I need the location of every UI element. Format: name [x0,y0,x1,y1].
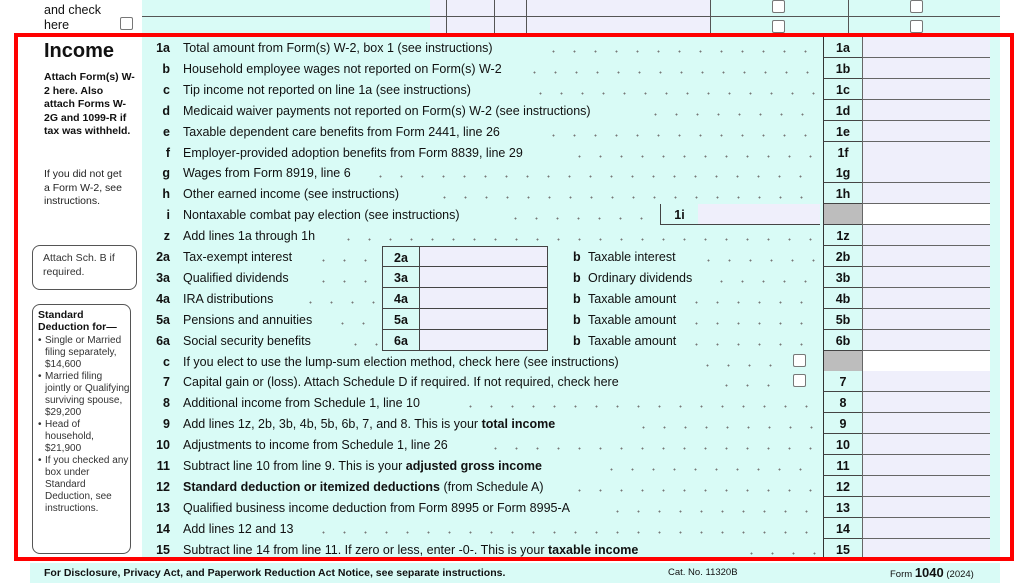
line-description-bold: Standard deduction or itemized deductions [183,479,440,494]
line-b-row [142,58,990,79]
std-deduction-item: • If you checked any box under Standard Deduction, see instructions. [38,455,130,515]
previous-section-fields [430,0,710,36]
line-10-row [142,434,990,455]
line-description: Subtract line 14 from line 11. If zero or less, enter -0-. This is your taxable income [183,542,639,557]
line-10-box-label: 10 [823,434,862,455]
dot-leader [543,134,818,137]
line-3b-box-label: 3b [823,267,862,288]
line-1i-label: 1i [660,204,698,225]
dot-leader [543,50,818,53]
dot-leader [370,175,818,178]
line-g-row [142,162,990,183]
line-1g-box-label: 1g [823,162,862,183]
dot-leader [530,92,818,95]
line-c-checkbox[interactable] [793,354,806,367]
line-3a-row [142,267,990,288]
dot-leader [697,364,787,367]
dot-leader [313,280,378,283]
std-deduction-item: • Married filing jointly or Qualifying surviving spouse, $29,200 [38,371,130,419]
line-4b-box-label: 4b [823,288,862,309]
line-description: Pensions and annuities [183,312,313,327]
line-2a-label: 2a [382,246,420,267]
line-1h-amount-input[interactable] [862,183,990,204]
line-13-box-label: 13 [823,497,862,518]
line-15-amount-input[interactable] [862,539,990,560]
line-11-amount-input[interactable] [862,455,990,476]
line-2b-amount-input[interactable] [862,246,990,267]
line-h-row [142,183,990,204]
previous-checkbox[interactable] [772,0,785,13]
line-1f-amount-input[interactable] [862,142,990,163]
line-15-row [142,539,990,560]
line-e-row [142,121,990,142]
shaded-cell [823,351,862,372]
dot-leader [686,301,818,304]
standard-deduction-box [32,304,131,554]
catalog-number: Cat. No. 11320B [668,567,738,578]
line-9-box-label: 9 [823,413,862,434]
line-12-row [142,476,990,497]
line-description: Add lines 1a through 1h [183,229,316,244]
blank-amount-cell [862,351,990,372]
dot-leader [313,259,378,262]
shaded-cell [823,204,862,225]
check-here-checkbox[interactable] [120,17,133,30]
line-description-bold: taxable income [547,542,639,557]
line-6b-box-label: 6b [823,330,862,351]
line-4a-row [142,288,990,309]
line-6a-amount-input[interactable] [420,330,548,351]
line-1d-box-label: 1d [823,100,862,121]
line-6a-row [142,330,990,351]
line-1z-box-label: 1z [823,225,862,246]
line-5a-amount-input[interactable] [420,309,548,330]
line-1e-box-label: 1e [823,121,862,142]
line-number: g [162,166,170,181]
line-8-box-label: 8 [823,392,862,413]
line-description: Capital gain or (loss). Attach Schedule D if required. If not required, check here [183,375,619,390]
line-i-row [142,204,990,225]
dot-leader [524,71,818,74]
line-1a-box-label: 1a [823,37,862,58]
line-description: Qualified business income deduction from Form 8995 or Form 8995-A [183,500,570,515]
line-number: z [163,229,170,244]
dot-leader [460,405,818,408]
dot-leader [711,280,818,283]
blank-amount-cell [862,204,990,225]
line-1i-amount-input[interactable] [698,204,820,225]
line-description: Add lines 1z, 2b, 3b, 4b, 5b, 6b, 7, and 8. This is your total income [183,417,556,432]
sub-line-letter: b [573,291,581,306]
line-5b-amount-input[interactable] [862,309,990,330]
line-description: Nontaxable combat pay election (see instructions) [183,208,460,223]
line-5a-row [142,309,990,330]
line-description: Subtract line 10 from line 9. This is your adjusted gross income [183,459,542,473]
line-number: 14 [156,521,170,536]
line-description: If you elect to use the lump-sum election method, check here (see instructions) [183,354,619,369]
line-description: Add lines 12 and 13 [183,521,294,536]
line-description: Qualified dividends [183,270,289,285]
line-number: 10 [156,438,170,453]
line-11-row [142,455,990,476]
line-14-amount-input[interactable] [862,518,990,539]
sub-line-description: Taxable interest [588,250,676,264]
no-w2-note: If you did not get a Form W-2, see instructions. [44,168,122,207]
sub-line-letter: b [573,312,581,327]
line-7-checkbox[interactable] [793,374,806,387]
previous-checkbox[interactable] [772,20,785,33]
line-5b-box-label: 5b [823,309,862,330]
line-description: Other earned income (see instructions) [183,187,400,202]
dot-leader [633,426,818,429]
line-15-box-label: 15 [823,539,862,560]
std-deduction-item: • Head of household, $21,900 [38,419,130,455]
std-deduction-item: • Single or Married filing separately, $14,600 [38,335,130,371]
dot-leader [607,510,818,513]
line-number: 3a [156,270,170,285]
dot-leader [716,384,787,387]
line-8-amount-input[interactable] [862,392,990,413]
line-number: c [163,354,170,369]
dot-leader [601,468,818,471]
line-1a-amount-input[interactable] [862,37,990,58]
dot-leader [434,196,818,199]
dot-leader [300,301,378,304]
line-c-row [142,79,990,100]
line-number: b [162,61,170,76]
line-f-row [142,142,990,163]
line-1c-amount-input[interactable] [862,79,990,100]
sub-line-description: Taxable amount [588,291,677,306]
line-1f-box-label: 1f [823,142,862,163]
line-3a-amount-input[interactable] [420,267,548,288]
footer-notice: For Disclosure, Privacy Act, and Paperwork Reduction Act Notice, see separate instructions. [44,567,506,579]
line-number: 12 [156,479,170,494]
line-2b-box-label: 2b [823,246,862,267]
sub-line-letter: b [573,333,581,348]
line-description-bold: adjusted gross income [405,459,542,473]
line-1b-amount-input[interactable] [862,58,990,79]
line-description: Wages from Form 8919, line 6 [183,166,351,181]
line-1a-row [142,37,990,58]
form-id: Form 1040 (2024) [890,565,974,580]
line-5a-label: 5a [382,309,420,330]
line-number: 15 [156,542,170,557]
footer [30,563,1000,583]
line-3a-label: 3a [382,267,420,288]
line-number: e [163,124,170,139]
line-description-bold: total income [481,417,556,432]
line-description: Social security benefits [183,333,311,348]
line-14-row [142,518,990,539]
dot-leader [332,322,378,325]
line-description: Employer-provided adoption benefits from Form 8839, line 29 [183,145,523,160]
section-title: Income [44,40,115,62]
line-z-row [142,225,990,246]
dot-leader [741,552,818,555]
line-14-box-label: 14 [823,518,862,539]
sub-line-letter: b [573,250,581,264]
line-1z-amount-input[interactable] [862,225,990,246]
dot-leader [645,113,818,116]
dot-leader [313,531,818,534]
line-description: Adjustments to income from Schedule 1, line 26 [183,438,448,453]
dot-leader [485,447,818,450]
line-12-box-label: 12 [823,476,862,497]
line-6a-label: 6a [382,330,420,351]
line-1b-box-label: 1b [823,58,862,79]
line-number: 13 [156,500,170,515]
line-number: c [163,82,170,97]
line-description: Tax-exempt interest [183,250,293,264]
line-1c-box-label: 1c [823,79,862,100]
dot-leader [569,155,818,158]
line-4a-label: 4a [382,288,420,309]
dot-leader [686,343,818,346]
line-number: 1a [156,41,170,55]
sub-line-letter: b [573,270,581,285]
line-2a-amount-input[interactable] [420,246,548,267]
line-d-row [142,100,990,121]
dot-leader [686,322,818,325]
line-description: Additional income from Schedule 1, line 10 [183,396,420,411]
line-number: 8 [163,396,170,411]
line-number: d [162,103,170,118]
line-number: h [162,187,170,202]
line-1h-box-label: 1h [823,183,862,204]
line-number: 9 [163,417,170,432]
line-description: IRA distributions [183,291,274,306]
line-description: Household employee wages not reported on Form(s) W-2 [183,61,502,76]
line-10-amount-input[interactable] [862,434,990,455]
line-7-amount-input[interactable] [862,371,990,392]
previous-checkbox[interactable] [910,20,923,33]
line-description: Medicaid waiver payments not reported on Form(s) W-2 (see instructions) [183,103,591,118]
line-12-amount-input[interactable] [862,476,990,497]
line-1g-amount-input[interactable] [862,162,990,183]
line-8-row [142,392,990,413]
line-number: 4a [156,291,170,306]
line-number: i [166,208,170,223]
attach-w2-note: Attach Form(s) W-2 here. Also attach Forms W-2G and 1099-R if tax was withheld. [44,71,135,137]
line-2a-row [142,246,990,267]
line-9-amount-input[interactable] [862,413,990,434]
attach-sch-b-note: Attach Sch. B if required. [32,245,137,290]
line-c-row [142,351,990,372]
line-number: 2a [156,250,170,264]
line-13-amount-input[interactable] [862,497,990,518]
line-13-row [142,497,990,518]
line-1d-amount-input[interactable] [862,100,990,121]
line-9-row [142,413,990,434]
dot-leader [569,489,818,492]
dot-leader [698,259,818,262]
line-1e-amount-input[interactable] [862,121,990,142]
line-number: 11 [156,459,170,473]
sub-line-description: Ordinary dividends [588,270,693,285]
line-description: Taxable dependent care benefits from Form 2441, line 26 [183,124,500,139]
line-number: 5a [156,312,170,327]
line-7-box-label: 7 [823,371,862,392]
line-4b-amount-input[interactable] [862,288,990,309]
line-number: 7 [163,375,170,390]
check-here-label: and check here [44,3,101,32]
sub-line-description: Taxable amount [588,312,677,327]
previous-checkbox[interactable] [910,0,923,13]
line-3b-amount-input[interactable] [862,267,990,288]
line-11-box-label: 11 [823,455,862,476]
standard-deduction-title: Standard Deduction for— [38,309,117,333]
dot-leader [345,343,378,346]
line-description: Tip income not reported on line 1a (see instructions) [183,82,471,97]
line-7-row [142,371,990,392]
dot-leader [505,217,654,220]
line-4a-amount-input[interactable] [420,288,548,309]
line-number: f [165,145,170,160]
line-number: 6a [156,333,170,348]
line-description: Total amount from Form(s) W-2, box 1 (see instructions) [183,41,493,55]
sub-line-description: Taxable amount [588,333,677,348]
line-description: Standard deduction or itemized deductions (from Schedule A) [183,479,544,494]
dot-leader [338,238,818,241]
line-6b-amount-input[interactable] [862,330,990,351]
